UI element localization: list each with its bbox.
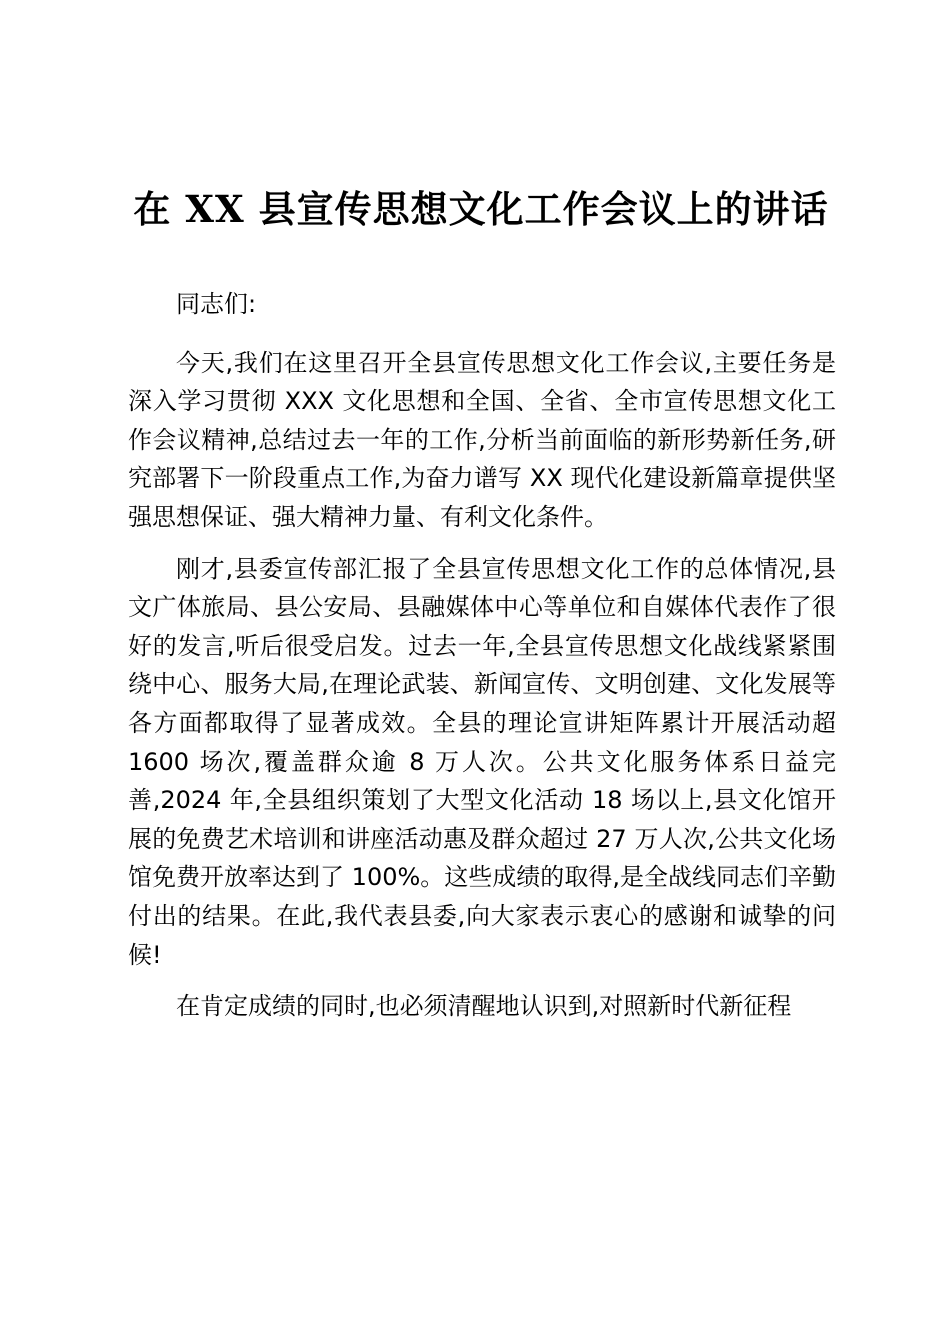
- salutation: 同志们:: [176, 290, 257, 318]
- document-title: 在 XX 县宣传思想文化工作会议上的讲话: [133, 187, 829, 231]
- paragraph-challenges: 在肯定成绩的同时,也必须清醒地认识到,对照新时代新征程: [176, 992, 792, 1021]
- paragraph-achievements: 刚才,县委宣传部汇报了全县宣传思想文化工作的总体情况,县文广体旅局、县公安局、县融媒体中心等单位和自媒体代表作了很好的发言,听后很受启发。过去一年,全县宣传思想文化战线紧紧围绕中心、服务大局,在理论武装、新闻宣传、文明创建、文化发展等各方面都取得了显著成效。全县的理论宣讲矩阵累计开展活动超 1600 场次,覆盖群众逾 8 万人次。公共文化服务体系日益完善,2024 年,全县组织策划了大型文化活动 18 场以上,县文化馆开展的免费艺术培训和讲座活动惠及群众超过 27 万人次,公共文化场馆免费开放率达到了 100%。这些成绩的取得,是全战线同志们辛勤付出的结果。在此,我代表县委,向大家表示衷心的感谢和诚挚的问候!: [128, 554, 836, 969]
- document-body: [128, 285, 836, 1039]
- paragraph-opening: 今天,我们在这里召开全县宣传思想文化工作会议,主要任务是深入学习贯彻 XXX 文化思想和全国、全省、全市宣传思想文化工作会议精神,总结过去一年的工作,分析当前面临的新形势新任务,研究部署下一阶段重点工作,为奋力谱写 XX 现代化建设新篇章提供坚强思想保证、强大精神力量、有利文化条件。: [128, 348, 836, 531]
